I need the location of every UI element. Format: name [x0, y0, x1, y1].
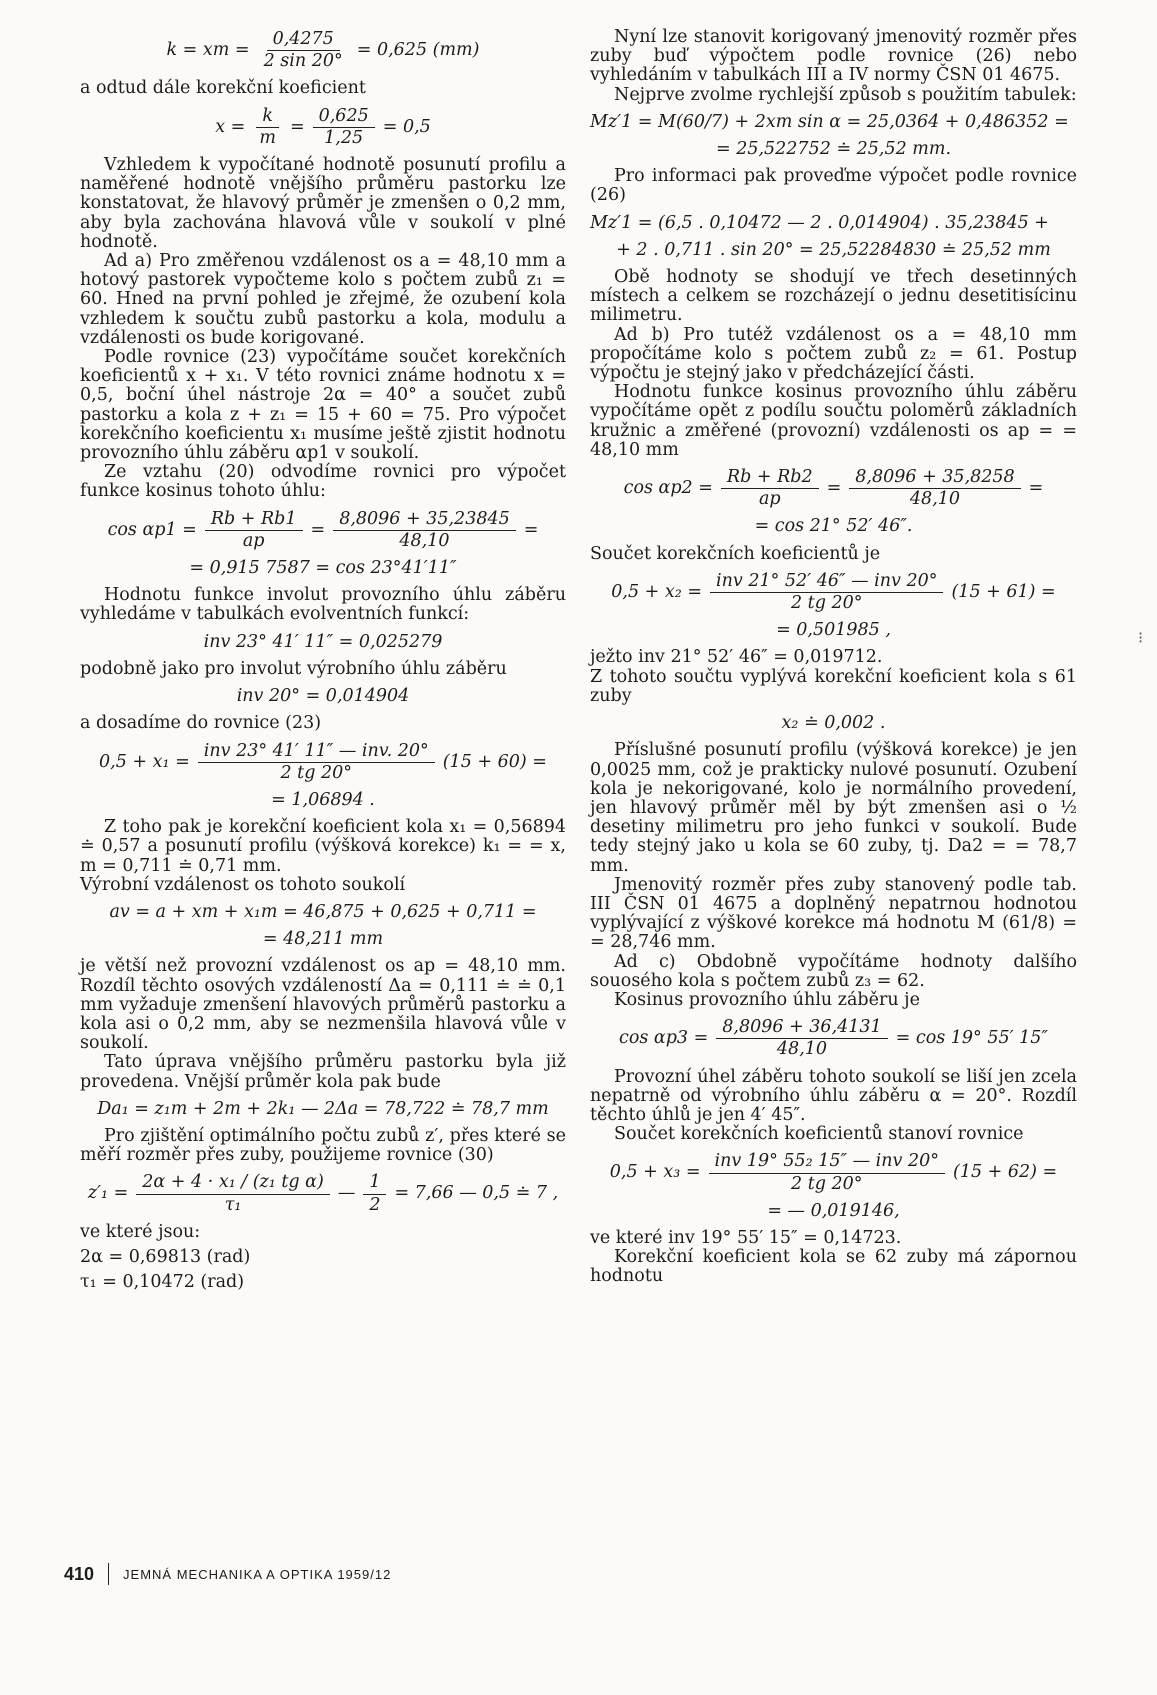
paragraph: Součet korekčních koeficientů stanoví rovnice: [614, 1124, 1024, 1145]
fraction: [313, 107, 375, 148]
paragraph: Kosinus provozního úhlu záběru je: [614, 989, 920, 1010]
numerator: k: [256, 107, 279, 128]
equation-inv2: inv 20° = 0,014904: [236, 686, 410, 707]
equation-m1-result: = 25,522752 ≐ 25,52 mm.: [715, 139, 952, 160]
eq-lhs: cos αp1 =: [107, 519, 197, 540]
eq-lhs: 0,5 + x₃ =: [609, 1162, 701, 1183]
numerator: Rb + Rb1: [205, 510, 303, 531]
equation-x2: x₂ ≐ 0,002 .: [781, 713, 886, 734]
paragraph: Pro informaci pak proveďme výpočet podle rovnice (26): [590, 166, 1077, 206]
text-line: Součet korekčních koeficientů je: [590, 543, 881, 564]
equation-m2-result: + 2 . 0,711 . sin 20° = 25,52284830 ≐ 25,52 mm: [616, 239, 1051, 260]
numerator: Rb + Rb2: [721, 468, 819, 489]
equation-av-result: = 48,211 mm: [262, 929, 384, 950]
text-line: τ₁ = 0,10472 (rad): [80, 1272, 245, 1293]
equation-sum-x1: [80, 742, 566, 783]
text-line: ve které inv 19° 55′ 15″ = 0,14723.: [590, 1227, 902, 1248]
equation-sum-x2: [590, 572, 1077, 613]
eq-rhs: (15 + 61) =: [951, 581, 1056, 602]
numerator: inv 19° 55₂ 15″ — inv 20°: [709, 1152, 946, 1173]
numerator: inv 21° 52′ 46″ — inv 20°: [710, 572, 943, 593]
paragraph: Provozní úhel záběru tohoto soukolí se liší jen zcela nepatrně od výrobního úhlu záběru α = 20°. Rozdíl těchto úhlů je jen 4′ 45″.: [590, 1066, 1077, 1125]
eq-rhs: (15 + 60) =: [442, 751, 547, 772]
equation-x: [80, 107, 566, 148]
text-line: ježto inv 21° 52′ 46″ = 0,019712.: [590, 647, 883, 668]
paragraph: Pro zjištění optimálního počtu zubů z′, přes které se měří rozměr přes zuby, použijeme rovnice (30): [80, 1125, 566, 1166]
fraction: [709, 1152, 946, 1193]
equation-cos-p2: [590, 468, 1077, 509]
fraction: [198, 742, 435, 783]
equation-sum-x2-result: = 0,501985 ,: [776, 620, 891, 641]
equation-cos-p3: [590, 1018, 1077, 1059]
fraction: [333, 510, 516, 551]
eq-rhs: (15 + 62) =: [953, 1162, 1058, 1183]
eq-lhs: z′₁ =: [87, 1183, 129, 1204]
equation-cos-p2-result: = cos 21° 52′ 46″.: [754, 516, 913, 537]
denominator: ap: [758, 489, 781, 510]
eq-lhs: cos αp2 =: [623, 478, 713, 499]
eq-rhs: = 0,625 (mm): [356, 40, 480, 61]
eq-lhs: k = xm =: [166, 40, 250, 61]
denominator: ap: [242, 530, 265, 551]
denominator: 2 tg 20°: [280, 762, 352, 783]
denominator: 48,10: [909, 489, 961, 510]
paragraph: Ad a) Pro změřenou vzdálenost os a = 48,10 mm a hotový pastorek vypočteme kolo s počtem zubů z₁ = 60. Hned na první pohled je zřejmé, že ozubení kola vzhledem k součtu zubů pastorku a kola, modulu a vzdálenosti os bude korigované.: [80, 251, 566, 348]
numerator: 1: [363, 1173, 386, 1194]
eq-sign: =: [289, 116, 305, 137]
paragraph: je větší než provozní vzdálenost os ap = 48,10 mm. Rozdíl těchto osových vzdáleností Δa = 0,111 ≐ ≐ 0,1 mm vyžaduje zmenšení hlavových průměrů pastorku a kola asi o 0,2 mm, aby se nezmenšila hlavová vůle v soukolí.: [80, 956, 566, 1054]
equation-sum-result: = 1,06894 .: [271, 789, 375, 810]
denominator: 2 sin 20°: [263, 51, 343, 72]
paragraph: Nejprve zvolme rychlejší způsob s použitím tabulek:: [614, 84, 1077, 105]
footer-divider: [108, 1563, 109, 1585]
paragraph: Nyní lze stanovit korigovaný jmenovitý rozměr přes zuby buď výpočtem podle rovnice (26) nebo vyhledáním v tabulkách III a IV normy ČSN 01 4675.: [590, 27, 1077, 86]
fraction: [258, 30, 349, 71]
denominator: 48,10: [399, 530, 450, 551]
paragraph: Hodnotu funkce involut provozního úhlu záběru vyhledáme v tabulkách evolventních funkcí:: [80, 585, 566, 625]
paragraph: Jmenovitý rozměr přes zuby stanovený podle tab. III ČSN 01 4675 a doplněný nepatrnou hodnotou vyplývající z výškové korekce má hodnotu M (61/8) = = 28,746 mm.: [590, 874, 1077, 953]
text-line: ve které jsou:: [80, 1221, 201, 1242]
denominator: 48,10: [776, 1039, 828, 1060]
fraction: [716, 1018, 887, 1059]
paragraph: Korekční koeficient kola se 62 zuby má zápornou hodnotu: [590, 1247, 1077, 1287]
numerator: 8,8096 + 36,4131: [716, 1018, 887, 1039]
fraction: [205, 510, 303, 551]
equation-da: Da₁ = z₁m + 2m + 2k₁ — 2Δa = 78,722 ≐ 78,7 mm: [97, 1098, 549, 1119]
fraction: [721, 468, 819, 509]
denominator: 2: [369, 1194, 381, 1215]
numerator: inv 23° 41′ 11″ — inv. 20°: [198, 742, 435, 763]
fraction: [253, 107, 282, 148]
page-number: 410: [64, 1563, 95, 1584]
eq-sign: =: [310, 519, 326, 540]
eq-sign: =: [826, 478, 842, 499]
paragraph: Obě hodnoty se shodují ve třech desetinných místech a celkem se rozcházejí o jednu desetitisícinu milimetru.: [590, 267, 1077, 326]
denominator: m: [259, 127, 276, 148]
paragraph: Hodnotu funkce kosinus provozního úhlu záběru vypočítáme opět z podílu součtu poloměrů základních kružnic a změřené (provozní) vzdálenosti os ap = = 48,10 mm: [590, 382, 1077, 460]
text-line: 2α = 0,69813 (rad): [80, 1246, 251, 1267]
paragraph: Tato úprava vnějšího průměru pastorku byla již provedena. Vnější průměr kola pak bude: [80, 1052, 566, 1092]
equation-av: av = a + xm + x₁m = 46,875 + 0,625 + 0,711 =: [109, 901, 537, 922]
journal-title: JEMNÁ MECHANIKA A OPTIKA 1959/12: [123, 1566, 392, 1582]
margin-mark: ⁝: [1138, 628, 1144, 647]
fraction: [136, 1173, 330, 1214]
eq-lhs: 0,5 + x₂ =: [611, 581, 703, 602]
equation-m1: Mz′1 = M(60/7) + 2xm sin α = 25,0364 + 0,486352 =: [590, 111, 1069, 132]
paragraph: Z tohoto součtu vyplývá korekční koeficient kola s 61 zuby: [590, 666, 1077, 706]
paragraph: Příslušné posunutí profilu (výšková korekce) je jen 0,0025 mm, což je prakticky nulové posunutí. Ozubení kola je nekorigované, kolo je normálního provedení, jen hlavový průměr měl by být zmenšen asi o ½ desetiny milimetru pro jeho funkci v soukolí. Bude tedy stejný jako u kola se 60 zuby, tj. Da2 = = 78,7 mm.: [590, 740, 1077, 876]
equation-k: [80, 30, 566, 71]
page-footer: [64, 1563, 391, 1585]
numerator: 2α + 4 · x₁ / (z₁ tg α): [136, 1173, 330, 1194]
text-line: podobně jako pro involut výrobního úhlu záběru: [80, 658, 507, 679]
text-line: a odtud dále korekční koeficient: [80, 78, 366, 99]
numerator: 0,625: [313, 107, 375, 128]
text-line: Výrobní vzdálenost os tohoto soukolí: [80, 874, 406, 895]
denominator: 1,25: [324, 127, 364, 148]
fraction: [710, 572, 943, 613]
paragraph: Vzhledem k vypočítané hodnotě posunutí profilu a naměřené hodnotě vnějšího průměru pastorku lze konstatovat, že hlavový průměr je zmenšen o 0,2 mm, aby byla zachována hlavová vůle v soukolí v plné hodnotě.: [80, 155, 566, 252]
left-column: [80, 28, 566, 1292]
eq-sign: —: [337, 1183, 356, 1204]
eq-lhs: cos αp3 =: [619, 1028, 709, 1049]
eq-rhs: = cos 19° 55′ 15″: [895, 1028, 1048, 1049]
paragraph: Ze vztahu (20) odvodíme rovnici pro výpočet funkce kosinus tohoto úhlu:: [80, 462, 566, 502]
fraction: [849, 468, 1020, 509]
equation-cos-p1: [80, 510, 566, 551]
equation-inv1: inv 23° 41′ 11″ = 0,025279: [203, 631, 443, 652]
equation-z: [80, 1173, 566, 1214]
right-column: [590, 28, 1077, 1287]
numerator: 8,8096 + 35,23845: [333, 510, 516, 531]
paragraph: Podle rovnice (23) vypočítáme součet korekčních koeficientů x + x₁. V této rovnici známe hodnotu x = 0,5, boční úhel nástroje 2α = 40° a součet zubů pastorku a kola z + z₁ = 15 + 60 = 75. Pro výpočet korekčního koeficientu x₁ musíme ještě zjistit hodnotu provozního úhlu záběru αp1 v soukolí.: [80, 347, 566, 464]
equation-m2: Mz′1 = (6,5 . 0,10472 — 2 . 0,014904) . 35,23845 +: [590, 212, 1049, 233]
denominator: 2 tg 20°: [790, 593, 863, 614]
fraction: [363, 1173, 386, 1214]
paragraph: Z toho pak je korekční koeficient kola x₁ = 0,56894 ≐ 0,57 a posunutí profilu (výšková korekce) k₁ = = x, m = 0,711 ≐ 0,71 mm.: [80, 817, 566, 876]
eq-lhs: 0,5 + x₁ =: [99, 751, 190, 772]
paragraph: Ad c) Obdobně vypočítáme hodnoty dalšího souosého kola s počtem zubů z₃ = 62.: [590, 951, 1077, 991]
eq-rhs: = 7,66 — 0,5 ≐ 7 ,: [394, 1183, 559, 1204]
numerator: 0,4275: [267, 30, 340, 51]
equation-cos-result: = 0,915 7587 = cos 23°41′11″: [189, 558, 457, 579]
equation-sum-x3: [590, 1152, 1077, 1193]
text-line: a dosadíme do rovnice (23): [80, 713, 322, 734]
eq-lhs: x =: [215, 116, 246, 137]
eq-rhs: =: [523, 519, 539, 540]
denominator: τ₁: [224, 1194, 242, 1215]
numerator: 8,8096 + 35,8258: [849, 468, 1020, 489]
equation-sum-x3-result: = — 0,019146,: [767, 1200, 900, 1221]
eq-rhs: = 0,5: [382, 116, 431, 137]
eq-rhs: =: [1028, 478, 1044, 499]
denominator: 2 tg 20°: [791, 1173, 863, 1194]
paragraph: Ad b) Pro tutéž vzdálenost os a = 48,10 mm propočítáme kolo s počtem zubů z₂ = 61. Postup výpočtu je stejný jako v předcházející části.: [590, 324, 1077, 384]
